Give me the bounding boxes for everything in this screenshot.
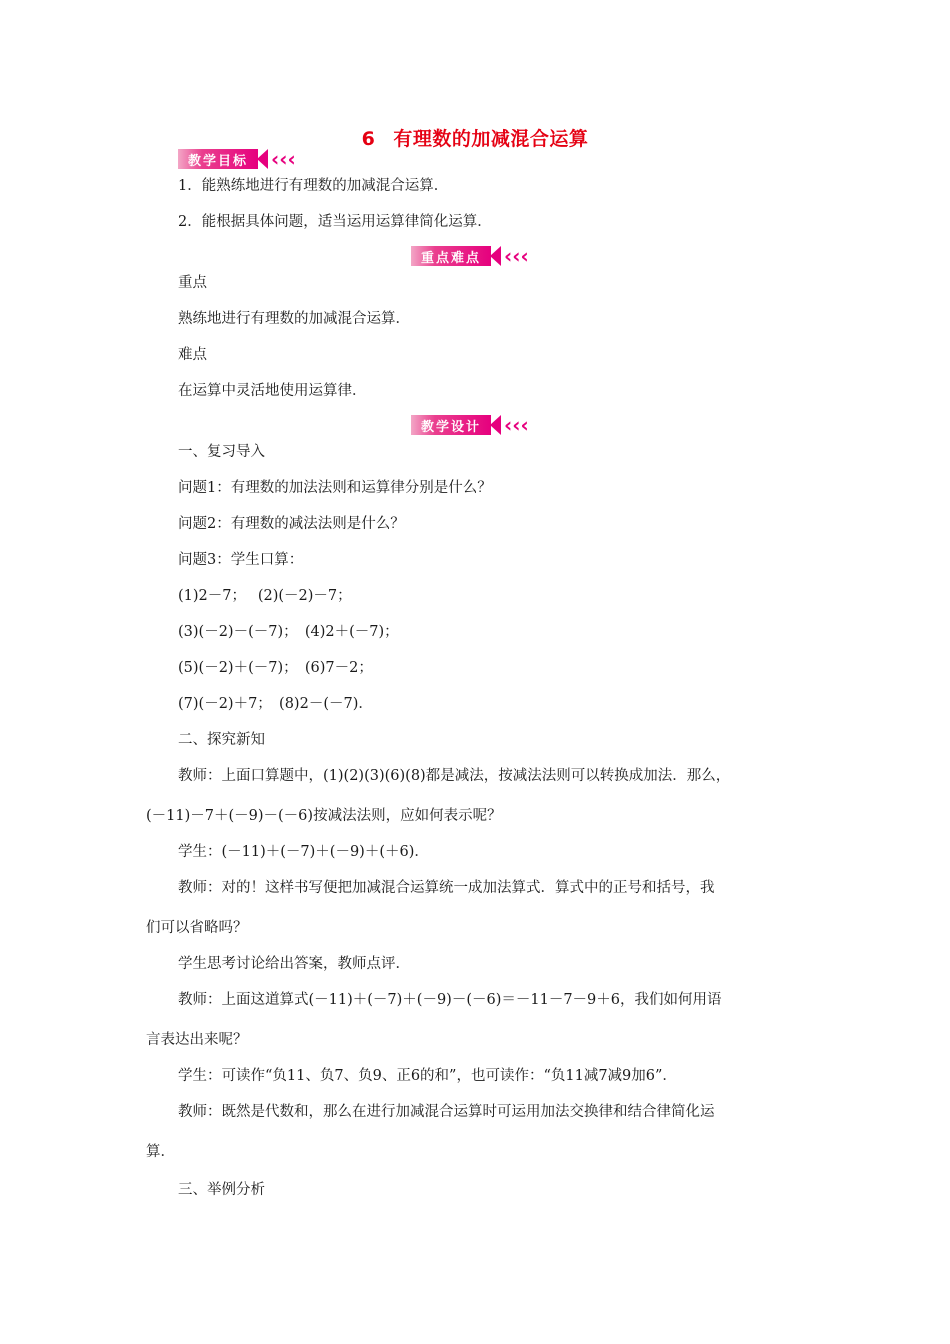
paragraph-line: 学生：(－11)＋(－7)＋(－9)＋(＋6)． xyxy=(178,844,429,860)
key-text: 熟练地进行有理数的加减混合运算． xyxy=(178,311,410,327)
goal-1: 1．能熟练地进行有理数的加减混合运算． xyxy=(178,178,449,194)
difficulty-text: 在运算中灵活地使用运算律． xyxy=(178,383,367,399)
paragraph-line: 们可以省略吗？ xyxy=(146,920,248,936)
part-2-heading: 二、探究新知 xyxy=(178,732,265,748)
chevrons-icon: ‹‹‹ xyxy=(504,413,529,437)
section-banner-design xyxy=(411,414,529,436)
paragraph-line: 言表达出来呢？ xyxy=(146,1032,248,1048)
exercise-row-4: (7)(－2)＋7； (8)2－(－7)． xyxy=(178,696,373,712)
section-label-design: 教学设计 xyxy=(411,415,491,435)
question-1: 问题1：有理数的加法法则和运算律分别是什么？ xyxy=(178,480,492,496)
paragraph-line: 教师：对的！这样书写便把加减混合运算统一成加法算式．算式中的正号和括号，我 xyxy=(178,880,715,896)
paragraph-line: 学生：可读作“负11、负7、负9、正6的和”，也可读作：“负11减7减9加6”． xyxy=(178,1068,677,1084)
paragraph-line: 学生思考讨论给出答案，教师点评． xyxy=(178,956,410,972)
exercise-row-2: (3)(－2)－(－7)； (4)2＋(－7)； xyxy=(178,624,399,640)
banner-arrow-icon xyxy=(490,415,501,435)
goal-2: 2．能根据具体问题，适当运用运算律简化运算． xyxy=(178,214,492,230)
exercise-row-3: (5)(－2)＋(－7)； (6)7－2； xyxy=(178,660,373,676)
banner-arrow-icon xyxy=(490,246,501,266)
paragraph-line: 教师：既然是代数和，那么在进行加减混合运算时可运用加法交换律和结合律简化运 xyxy=(178,1104,715,1120)
lesson-title xyxy=(0,124,950,151)
banner-arrow-icon xyxy=(257,149,268,169)
key-heading: 重点 xyxy=(178,275,207,291)
lesson-number: 6 xyxy=(361,128,376,150)
exercise-row-1: (1)2－7； (2)(－2)－7； xyxy=(178,588,352,604)
lesson-title-text: 有理数的加减混合运算 xyxy=(393,128,589,150)
paragraph-line: (－11)－7＋(－9)－(－6)按减法法则，应如何表示呢？ xyxy=(146,808,502,824)
chevrons-icon: ‹‹‹ xyxy=(504,244,529,268)
section-label-goals: 教学目标 xyxy=(178,149,258,169)
chevrons-icon: ‹‹‹ xyxy=(271,147,296,171)
difficulty-heading: 难点 xyxy=(178,347,207,363)
part-3-heading: 三、举例分析 xyxy=(178,1182,265,1198)
question-2: 问题2：有理数的减法法则是什么？ xyxy=(178,516,405,532)
section-label-key: 重点难点 xyxy=(411,246,491,266)
paragraph-line: 教师：上面这道算式(－11)＋(－7)＋(－9)－(－6)＝－11－7－9＋6，我们如何用语 xyxy=(178,992,722,1008)
section-banner-goals xyxy=(178,148,296,170)
paragraph-line: 算． xyxy=(146,1144,175,1160)
section-banner-key xyxy=(411,245,529,267)
question-3: 问题3：学生口算： xyxy=(178,552,304,568)
paragraph-line: 教师：上面口算题中，(1)(2)(3)(6)(8)都是减法，按减法法则可以转换成加法．那么， xyxy=(178,768,731,784)
part-1-heading: 一、复习导入 xyxy=(178,444,265,460)
